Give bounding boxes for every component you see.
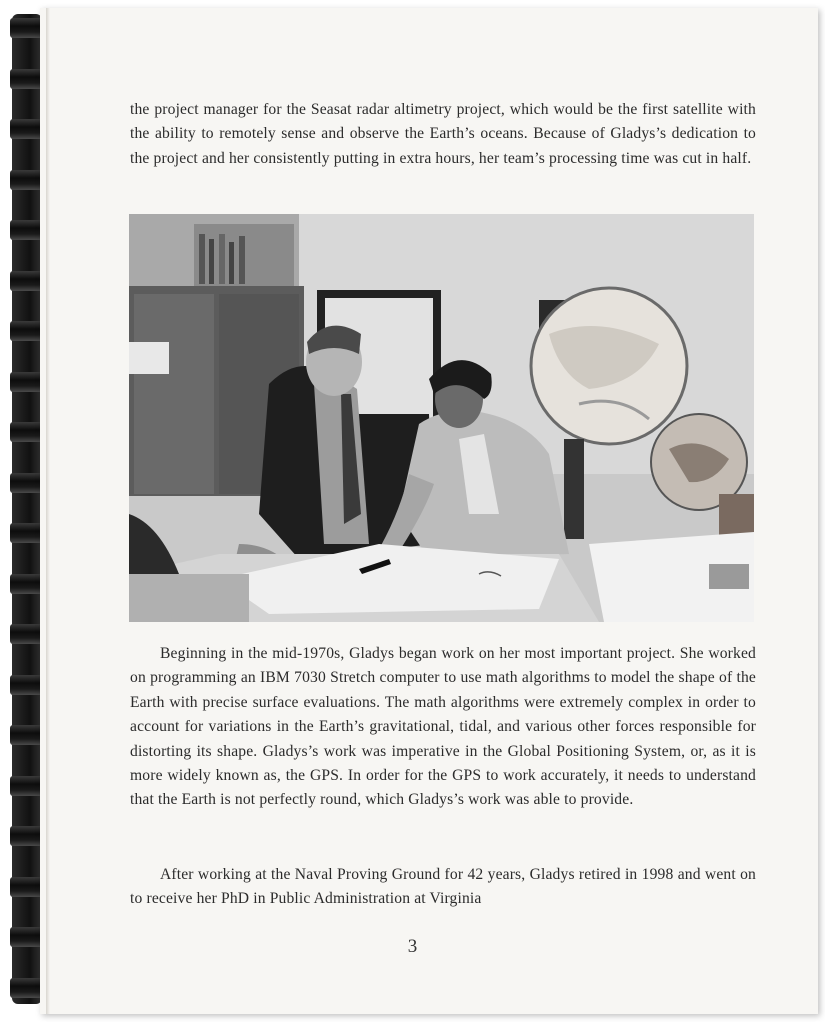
- binding-spine: [12, 14, 42, 1004]
- body-paragraph: Beginning in the mid-1970s, Gladys began work on her most important project. She worked on programming an IBM 7030 Stretch computer to use math algorithms to model the shape of the Earth with precise surface evaluations. The math algorithms were extremely complex in order to account for variations in the Earth’s gravitational, tidal, and various other forces responsible for distorting its shape. Gladys’s work was imperative in the Global Positioning System, or, as it is more widely known as, the GPS. In order for the GPS to work accurately, it needs to understand that the Earth is not perfectly round, which Gladys’s work was able to provide.: [130, 645, 756, 809]
- top-paragraph: the project manager for the Seasat radar altimetry project, which would be the first satellite with the ability to remotely sense and observe the Earth’s oceans. Because of Gladys’s dedication to the project and her consistently putting in extra hours, her team’s processing time was cut in half.: [130, 101, 756, 167]
- photograph: [129, 214, 754, 622]
- page-number: 3: [407, 936, 418, 957]
- body-paragraph: After working at the Naval Proving Ground for 42 years, Gladys retired in 1998 and went on to receive her PhD in Public Administration at Virginia: [130, 866, 756, 908]
- page-edge: [46, 8, 50, 1014]
